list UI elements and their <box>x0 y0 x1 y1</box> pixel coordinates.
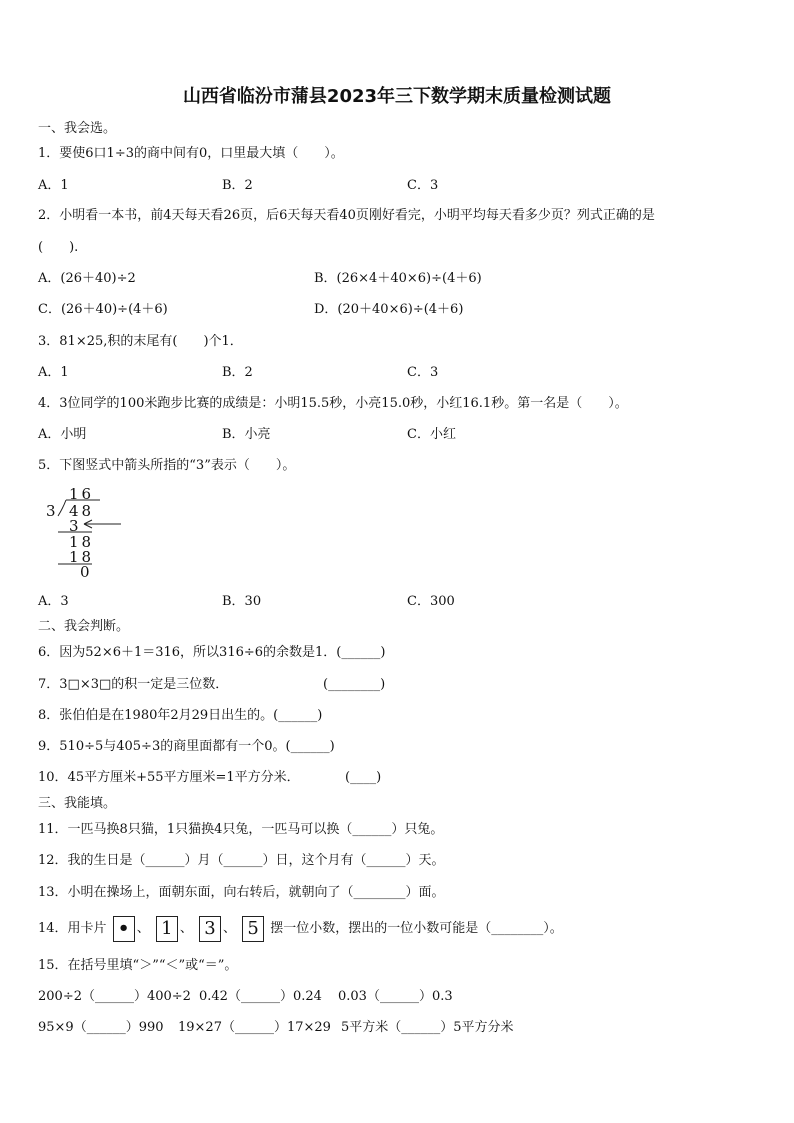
q2-option-a: A．(26＋40)÷2 <box>38 271 136 286</box>
question-7-blank: (________) <box>323 677 386 692</box>
q1-option-a: A．1 <box>38 178 69 193</box>
q5-option-b: B．30 <box>222 594 262 609</box>
question-2: 2．小明看一本书，前4天每天看26页，后6天每天看40页刚好看完，小明平均每天看多少页？列式正确的是 <box>38 208 655 223</box>
division-step-3: 18 <box>69 548 95 566</box>
section-heading-choice: 一、我会选。 <box>38 121 117 136</box>
division-dividend: 48 <box>69 502 95 520</box>
section-heading-judge: 二、我会判断。 <box>38 619 130 634</box>
q3-option-a: A．1 <box>38 365 69 380</box>
question-3: 3．81×25,积的末尾有( )个1． <box>38 334 243 349</box>
page-title: 山西省临汾市蒲县2023年三下数学期末质量检测试题 <box>182 86 612 107</box>
q14-prefix: 14．用卡片 <box>38 921 107 936</box>
question-10: 10．45平方厘米+55平方厘米=1平方分米． <box>38 770 300 785</box>
q4-option-a: A．小明 <box>38 427 87 442</box>
q15-item: 95×9（______）990 <box>38 1020 164 1035</box>
card-5: 5 <box>242 916 264 942</box>
question-7: 7．3□×3□的积一定是三位数． <box>38 677 229 692</box>
card-decimal-point: • <box>113 916 135 942</box>
q14-suffix: 摆一位小数，摆出的一位小数可能是（________）。 <box>270 921 563 936</box>
q15-item: 19×27（______）17×29 <box>178 1020 331 1035</box>
question-5: 5．下图竖式中箭头所指的“3”表示（ ）。 <box>38 458 296 473</box>
division-remainder: 0 <box>80 563 90 581</box>
question-12: 12．我的生日是（______）月（______）日，这个月有（______）天。 <box>38 853 445 868</box>
q15-item: 0.42（______）0.24 <box>199 989 322 1004</box>
question-2-continued: ( ). <box>38 240 79 255</box>
card-separator: 、 <box>223 921 237 936</box>
question-13: 13．小明在操场上，面朝东面，向右转后，就朝向了（________）面。 <box>38 885 445 900</box>
q15-item: 5平方米（______）5平方分米 <box>341 1020 514 1035</box>
q2-option-c: C．(26＋40)÷(4＋6) <box>38 302 168 317</box>
section-heading-fill: 三、我能填。 <box>38 796 117 811</box>
question-14 <box>38 914 563 944</box>
card-separator: 、 <box>136 921 150 936</box>
q3-option-b: B．2 <box>222 365 253 380</box>
question-9: 9．510÷5与405÷3的商里面都有一个0。(______) <box>38 739 335 754</box>
question-11: 11．一匹马换8只猫，1只猫换4只兔，一匹马可以换（______）只兔。 <box>38 822 444 837</box>
q2-option-d: D．(20＋40×6)÷(4＋6) <box>314 302 464 317</box>
q5-option-c: C．300 <box>407 594 455 609</box>
card-1: 1 <box>156 916 178 942</box>
q15-item: 0.03（______）0.3 <box>338 989 453 1004</box>
q3-option-c: C．3 <box>407 365 439 380</box>
card-separator: 、 <box>179 921 193 936</box>
q5-option-a: A．3 <box>38 594 69 609</box>
question-4: 4．3位同学的100米跑步比赛的成绩是：小明15.5秒，小亮15.0秒，小红16.1秒。第一名是（ ）。 <box>38 396 628 411</box>
question-15: 15．在括号里填“＞”“＜”或“＝”。 <box>38 958 238 973</box>
division-quotient: 16 <box>69 485 95 503</box>
division-divisor: 3 <box>46 502 56 520</box>
q1-option-c: C．3 <box>407 178 439 193</box>
q2-option-b: B．(26×4＋40×6)÷(4＋6) <box>314 271 482 286</box>
q15-item: 200÷2（______）400÷2 <box>38 989 191 1004</box>
question-8: 8．张伯伯是在1980年2月29日出生的。(______) <box>38 708 323 723</box>
q4-option-b: B．小亮 <box>222 427 271 442</box>
card-3: 3 <box>199 916 221 942</box>
q4-option-c: C．小红 <box>407 427 456 442</box>
question-1: 1．要使6口1÷3的商中间有0，口里最大填（ ）。 <box>38 146 344 161</box>
question-6: 6．因为52×6＋1＝316，所以316÷6的余数是1．(______) <box>38 645 386 660</box>
division-step-2: 18 <box>69 533 95 551</box>
division-step-1: 3 <box>69 517 79 535</box>
q1-option-b: B．2 <box>222 178 253 193</box>
long-division-figure <box>44 486 134 581</box>
question-10-blank: (____) <box>345 770 382 785</box>
